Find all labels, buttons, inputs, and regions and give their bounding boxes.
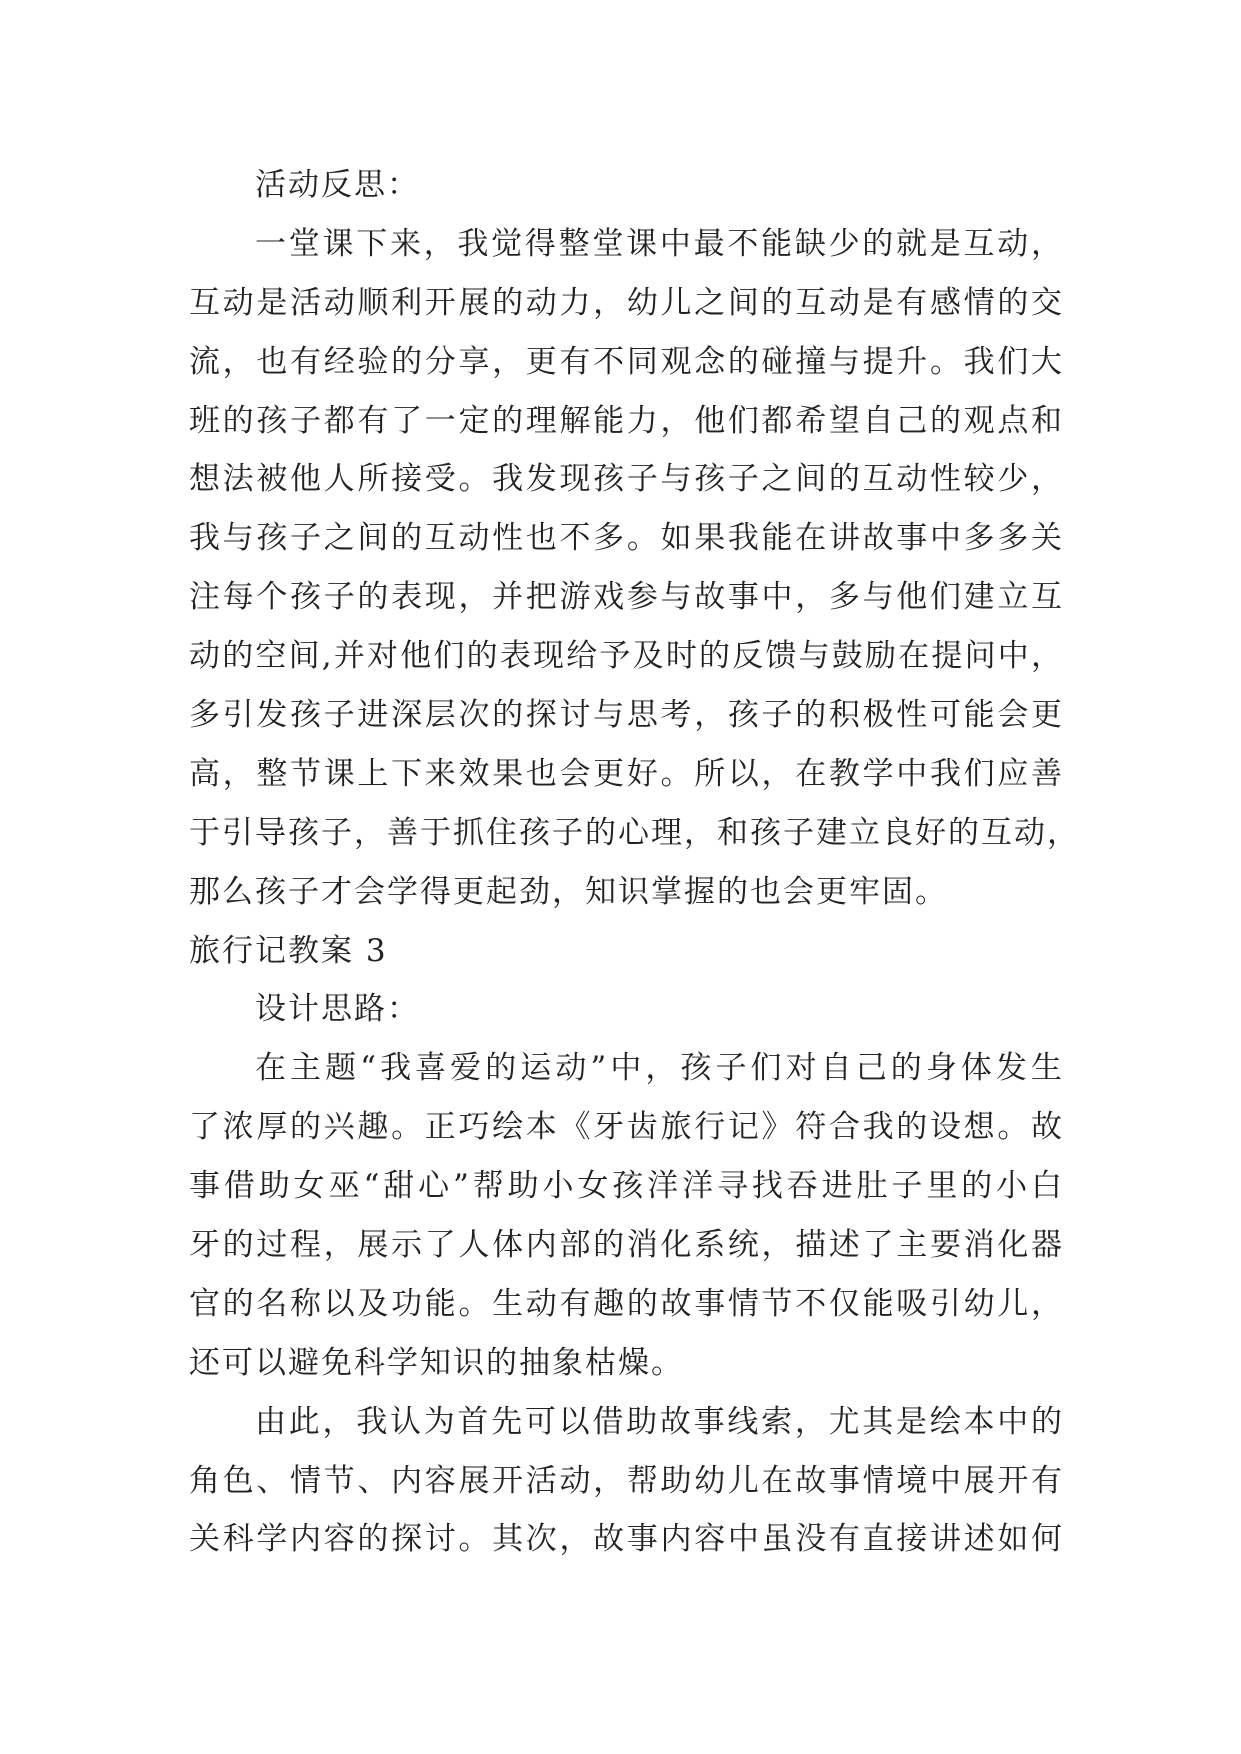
paragraph-line: 事借助女巫“甜心”帮助小女孩洋洋寻找吞进肚子里的小白 [189,1168,1064,1205]
paragraph-line: 互动是活动顺利开展的动力，幼儿之间的互动是有感情的交 [189,284,1064,321]
reflection-paragraph [189,215,1080,922]
design-idea-paragraph-2 [189,1393,1064,1570]
lesson-plan-title: 旅行记教案 3 [189,932,388,969]
paragraph-line: 角色、情节、内容展开活动，帮助幼儿在故事情境中展开有 [189,1462,1064,1499]
paragraph-line: 注每个孩子的表现，并把游戏参与故事中，多与他们建立互 [189,579,1064,616]
design-idea-heading: 设计思路： [255,991,420,1028]
paragraph-line: 于引导孩子，善于抓住孩子的心理，和孩子建立良好的互动， [189,814,1080,851]
paragraph-line: 多引发孩子进深层次的探讨与思考，孩子的积极性可能会更 [189,697,1064,734]
reflection-heading: 活动反思： [255,167,420,203]
design-idea-paragraph-1 [189,1039,1064,1392]
paragraph-line: 关科学内容的探讨。其次，故事内容中虽没有直接讲述如何 [189,1521,1064,1558]
paragraph-line: 高，整节课上下来效果也会更好。所以，在教学中我们应善 [189,755,1064,792]
paragraph-line: 由此，我认为首先可以借助故事线索，尤其是绘本中的 [255,1403,1064,1440]
paragraph-line: 了浓厚的兴趣。正巧绘本《牙齿旅行记》符合我的设想。故 [189,1109,1064,1146]
paragraph-line: 动的空间,并对他们的表现给予及时的反馈与鼓励在提问中， [189,638,1064,675]
paragraph-line: 牙的过程，展示了人体内部的消化系统，描述了主要消化器 [189,1227,1064,1264]
paragraph-line: 还可以避免科学知识的抽象枯燥。 [189,1344,684,1381]
paragraph-line: 我与孩子之间的互动性也不多。如果我能在讲故事中多多关 [189,520,1064,557]
paragraph-line: 官的名称以及功能。生动有趣的故事情节不仅能吸引幼儿， [189,1285,1064,1322]
paragraph-line: 一堂课下来，我觉得整堂课中最不能缺少的就是互动， [255,225,1064,262]
paragraph-line: 在主题“我喜爱的运动”中，孩子们对自己的身体发生 [255,1050,1064,1087]
paragraph-line: 流，也有经验的分享，更有不同观念的碰撞与提升。我们大 [189,343,1064,380]
paragraph-line: 想法被他人所接受。我发现孩子与孩子之间的互动性较少， [189,461,1064,498]
document-body [189,156,1080,1569]
paragraph-line: 那么孩子才会学得更起劲，知识掌握的也会更牢固。 [189,873,948,910]
paragraph-line: 班的孩子都有了一定的理解能力，他们都希望自己的观点和 [189,402,1064,439]
